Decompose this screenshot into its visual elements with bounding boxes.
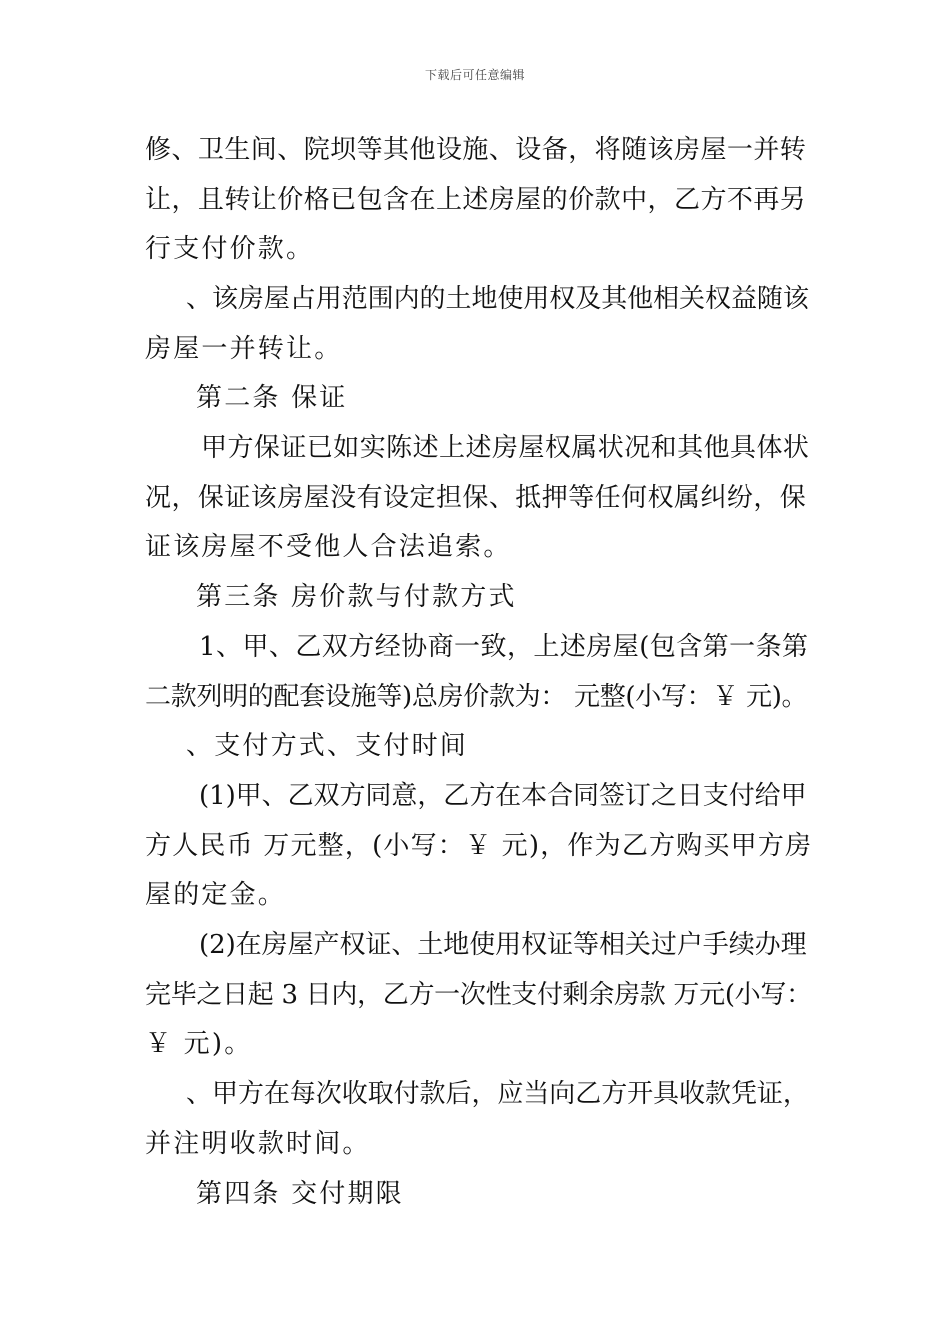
paragraph-line: 让，且转让价格已包含在上述房屋的价款中，乙方不再另 bbox=[145, 185, 807, 215]
paragraph-line: 证该房屋不受他人合法追索。 bbox=[145, 532, 512, 562]
paragraph-line: 、该房屋占用范围内的土地使用权及其他相关权益随该 bbox=[186, 284, 809, 314]
paragraph-line: 、甲方在每次收取付款后，应当向乙方开具收款凭证， bbox=[186, 1079, 809, 1109]
page-header: 下载后可任意编辑 bbox=[424, 68, 525, 82]
paragraph-line: 房屋一并转让。 bbox=[145, 334, 343, 364]
section-heading: 第三条 房价款与付款方式 bbox=[196, 582, 517, 612]
paragraph-line: 屋的定金。 bbox=[145, 880, 287, 910]
paragraph-line: (1)甲、乙双方同意，乙方在本合同签订之日支付给甲 bbox=[199, 781, 807, 811]
paragraph-line: 二款列明的配套设施等)总房价款为： 元整(小写：￥ 元)。 bbox=[145, 682, 808, 712]
paragraph-line: ￥ 元)。 bbox=[145, 1029, 253, 1059]
paragraph-line: 方人民币 万元整，(小写：￥ 元)，作为乙方购买甲方房 bbox=[145, 831, 813, 861]
paragraph-line: 并注明收款时间。 bbox=[145, 1129, 371, 1159]
paragraph-line: 行支付价款。 bbox=[145, 234, 315, 264]
section-heading: 第二条 保证 bbox=[196, 383, 348, 413]
paragraph-line: 况，保证该房屋没有设定担保、抵押等任何权属纠纷，保 bbox=[145, 483, 807, 513]
paragraph-line: 完毕之日起 3 日内，乙方一次性支付剩余房款 万元(小写： bbox=[145, 980, 812, 1010]
paragraph-line: 修、卫生间、院坝等其他设施、设备，将随该房屋一并转 bbox=[145, 135, 807, 165]
section-heading: 第四条 交付期限 bbox=[196, 1179, 404, 1209]
paragraph-line: 甲方保证已如实陈述上述房屋权属状况和其他具体状 bbox=[201, 433, 810, 463]
paragraph-line: 、支付方式、支付时间 bbox=[186, 731, 469, 761]
paragraph-line: (2)在房屋产权证、土地使用权证等相关过户手续办理 bbox=[199, 930, 807, 960]
paragraph-line: 1、甲、乙双方经协商一致，上述房屋(包含第一条第 bbox=[199, 632, 809, 662]
